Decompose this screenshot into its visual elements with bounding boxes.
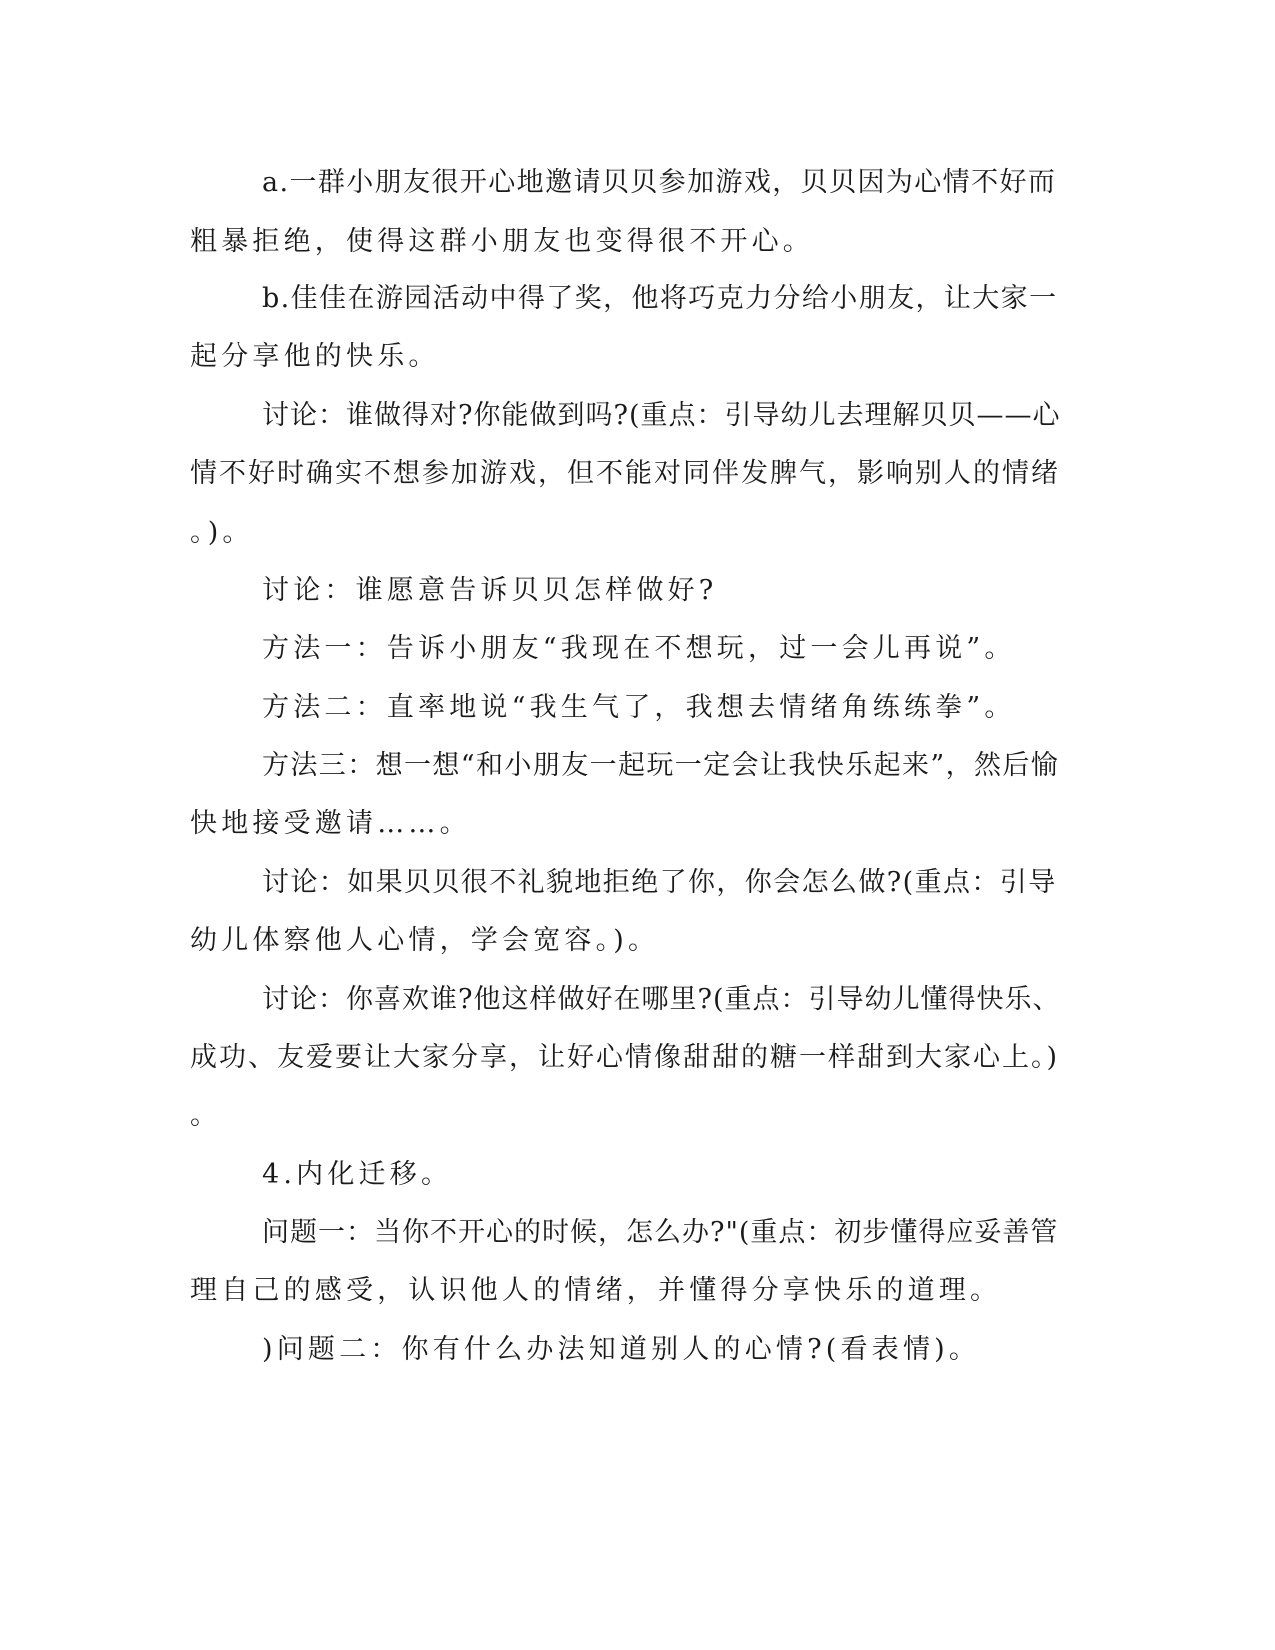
paragraph-line: 讨论：如果贝贝很不礼貌地拒绝了你，你会怎么做?(重点：引导 [262,867,1057,898]
paragraph-line: 方法二：直率地说“我生气了，我想去情绪角练练拳”。 [262,692,1016,723]
paragraph-line: 快地接受邀请……。 [190,808,471,839]
paragraph-line: 方法三：想一想“和小朋友一起玩一定会让我快乐起来”，然后愉 [262,750,1060,781]
paragraph-line: 幼儿体察他人心情，学会宽容。)。 [190,925,660,956]
paragraph-line: 讨论：谁愿意告诉贝贝怎样做好? [262,575,718,606]
paragraph-line: 起分享他的快乐。 [190,341,440,372]
paragraph-line: 情不好时确实不想参加游戏，但不能对同伴发脾气，影响别人的情绪 [190,458,1060,489]
paragraph-line: 讨论：谁做得对?你能做到吗?(重点：引导幼儿去理解贝贝——心 [262,400,1061,431]
paragraph-line: b.佳佳在游园活动中得了奖，他将巧克力分给小朋友，让大家一 [262,283,1058,314]
paragraph-line: 。 [190,1100,222,1131]
paragraph-line: a.一群小朋友很开心地邀请贝贝参加游戏，贝贝因为心情不好而 [262,167,1057,198]
paragraph-line: 问题一：当你不开心的时候，怎么办?"(重点：初步懂得应妥善管 [262,1217,1059,1248]
paragraph-line: 粗暴拒绝，使得这群小朋友也变得很不开心。 [190,226,814,257]
paragraph-line: 。)。 [190,517,254,548]
paragraph-line: 理自己的感受，认识他人的情绪，并懂得分享快乐的道理。 [190,1275,1002,1306]
paragraph-line: )问题二：你有什么办法知道别人的心情?(看表情)。 [262,1334,981,1365]
section-heading: 4.内化迁移。 [262,1159,453,1190]
paragraph-line: 方法一：告诉小朋友“我现在不想玩，过一会儿再说”。 [262,633,1016,664]
paragraph-line: 讨论：你喜欢谁?他这样做好在哪里?(重点：引导幼儿懂得快乐、 [262,984,1061,1015]
paragraph-line: 成功、友爱要让大家分享，让好心情像甜甜的糖一样甜到大家心上。) [190,1042,1060,1073]
